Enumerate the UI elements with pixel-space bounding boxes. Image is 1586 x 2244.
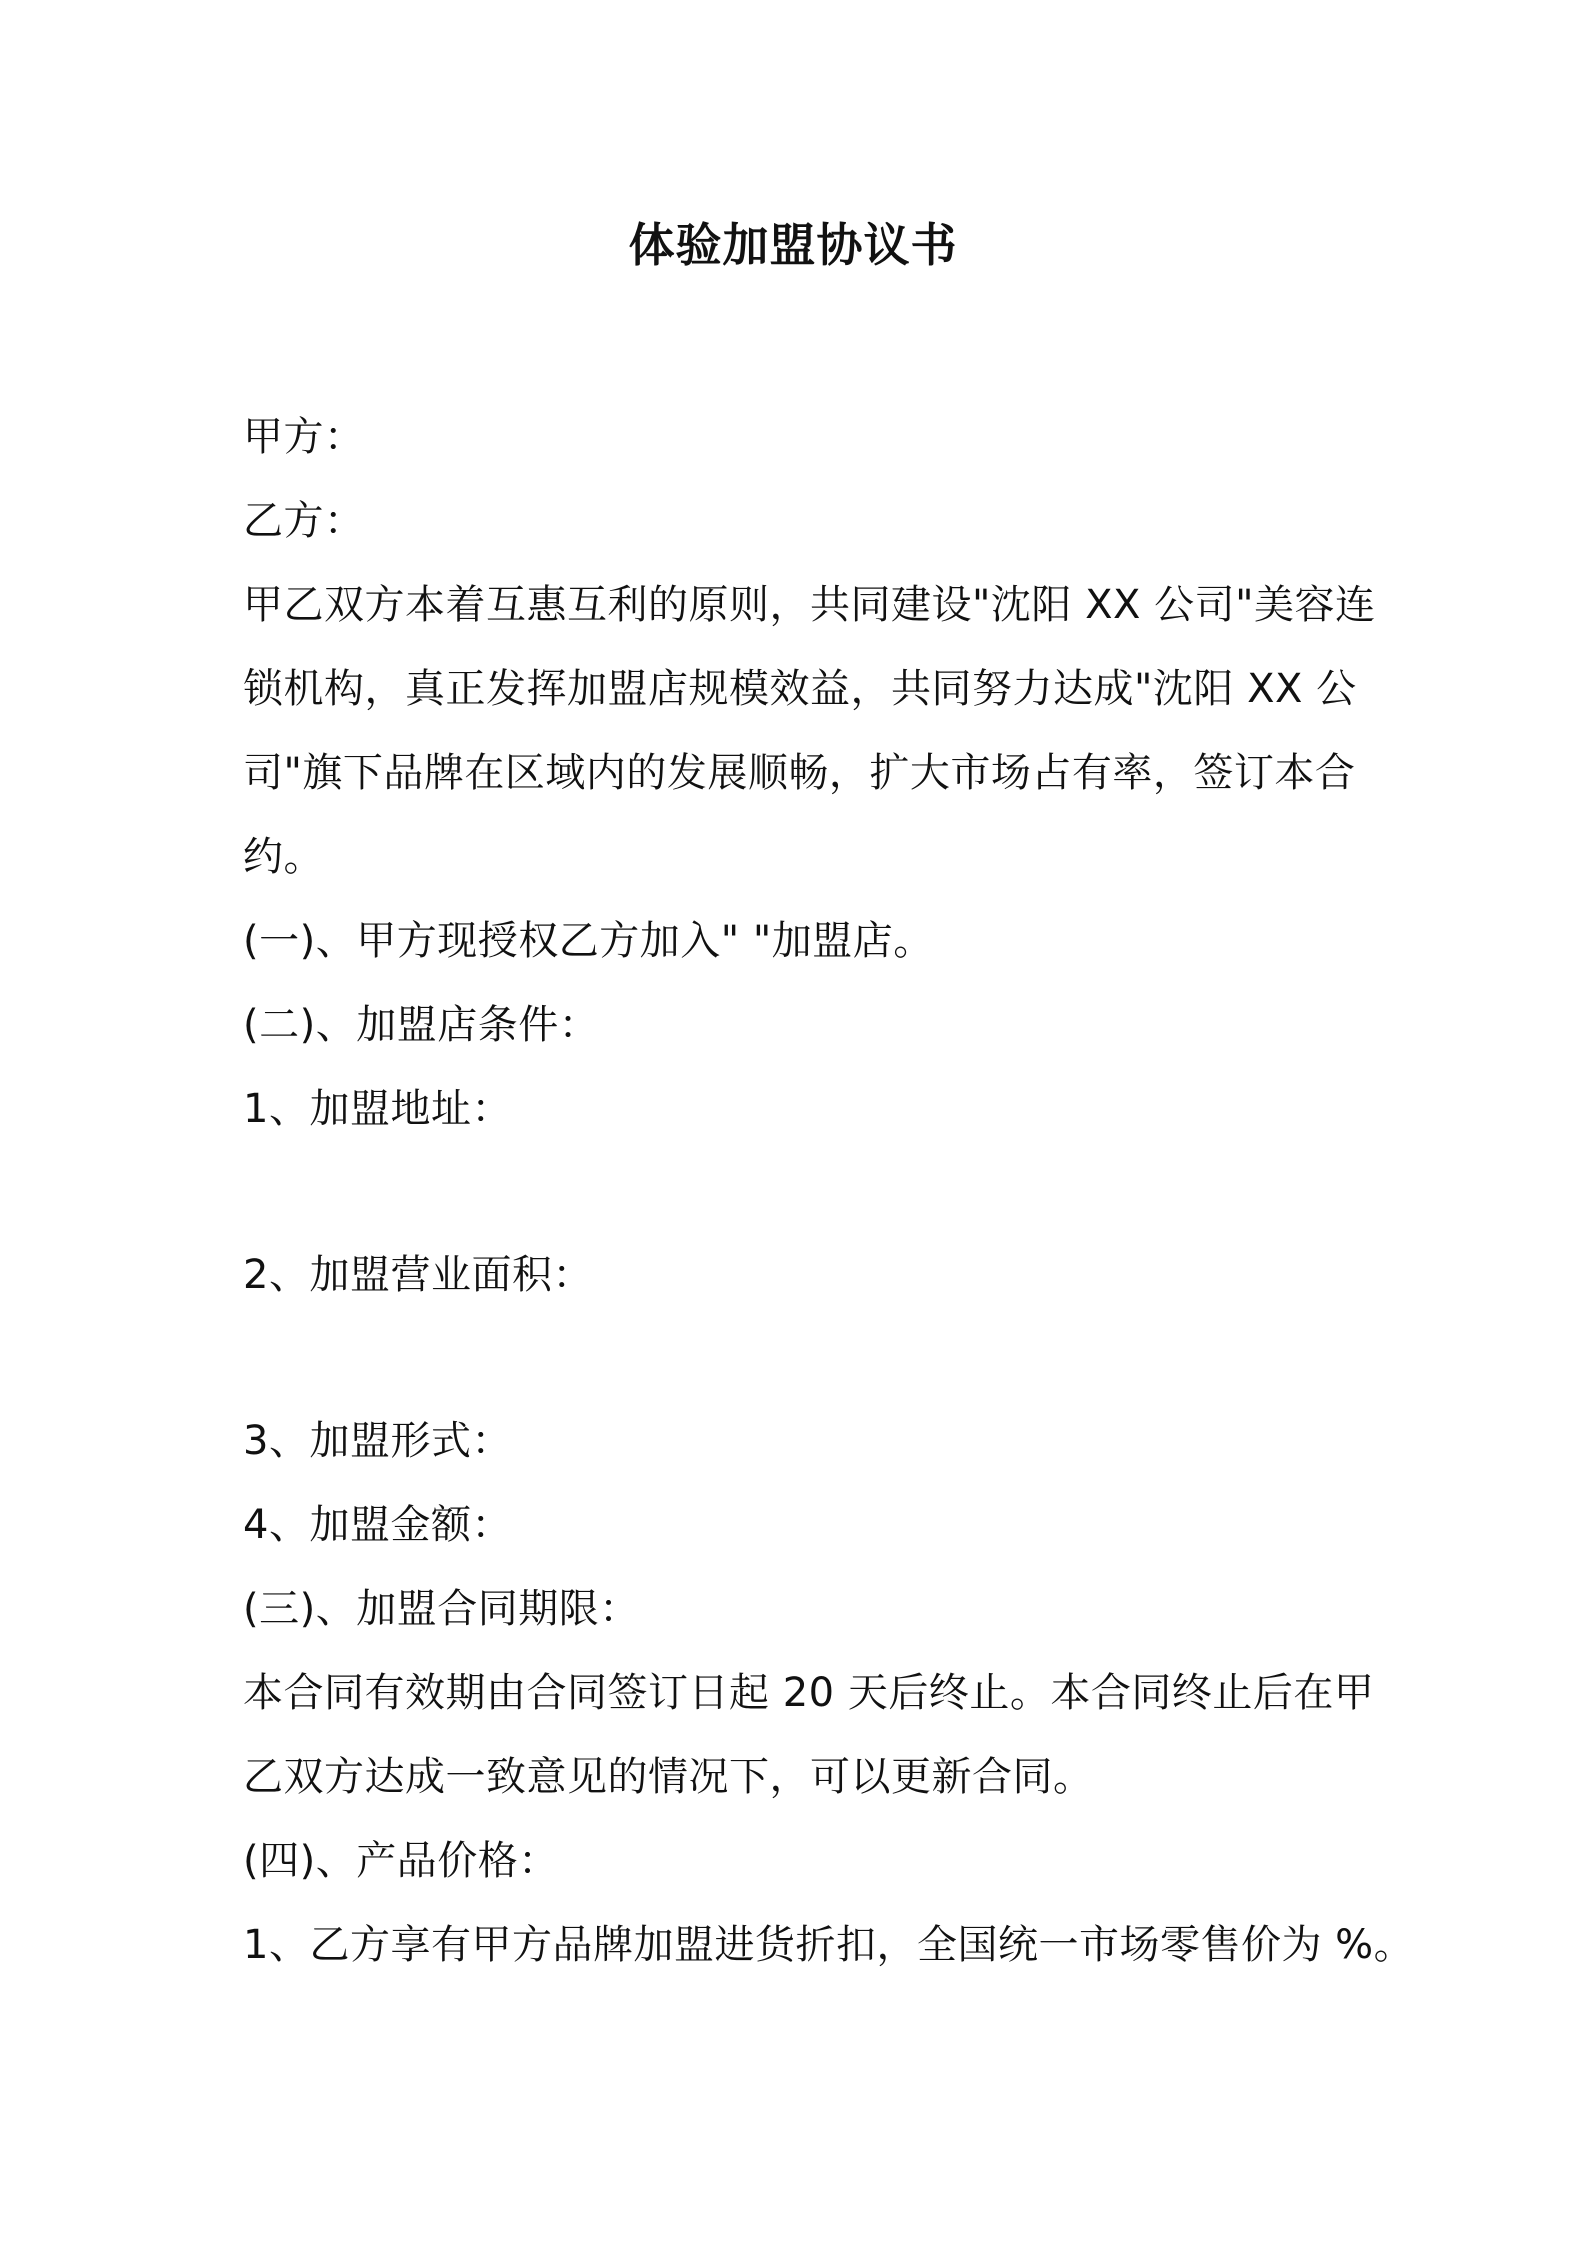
term-paragraph-line-2: 乙双方达成一致意见的情况下，可以更新合同。	[243, 1754, 1094, 1800]
term-paragraph-line-1: 本合同有效期由合同签订日起 20 天后终止。本合同终止后在甲	[243, 1670, 1375, 1716]
price-item-1: 1、乙方享有甲方品牌加盟进货折扣，全国统一市场零售价为 %。	[243, 1922, 1415, 1968]
blank-space	[243, 1317, 1353, 1399]
intro-paragraph-line-1: 甲乙双方本着互惠互利的原则，共同建设"沈阳 XX 公司"美容连	[243, 582, 1376, 628]
condition-item-area: 2、加盟营业面积：	[243, 1252, 593, 1298]
condition-item-address: 1、加盟地址：	[243, 1086, 512, 1132]
document-body	[243, 395, 1415, 1987]
blank-space	[243, 1151, 1353, 1233]
party-b-label: 乙方：	[243, 498, 365, 544]
section-4-heading: (四)、产品价格：	[243, 1838, 559, 1884]
section-1-heading: (一)、甲方现授权乙方加入" "加盟店。	[243, 918, 934, 964]
intro-paragraph-line-4: 约。	[243, 834, 324, 880]
intro-paragraph-line-2: 锁机构，真正发挥加盟店规模效益，共同努力达成"沈阳 XX 公	[243, 666, 1357, 712]
party-a-label: 甲方：	[243, 414, 365, 460]
condition-item-form: 3、加盟形式：	[243, 1418, 512, 1464]
condition-item-amount: 4、加盟金额：	[243, 1502, 512, 1548]
section-2-heading: (二)、加盟店条件：	[243, 1002, 600, 1048]
document-title: 体验加盟协议书	[628, 218, 958, 272]
intro-paragraph-line-3: 司"旗下品牌在区域内的发展顺畅，扩大市场占有率，签订本合	[243, 750, 1356, 796]
section-3-heading: (三)、加盟合同期限：	[243, 1586, 640, 1632]
